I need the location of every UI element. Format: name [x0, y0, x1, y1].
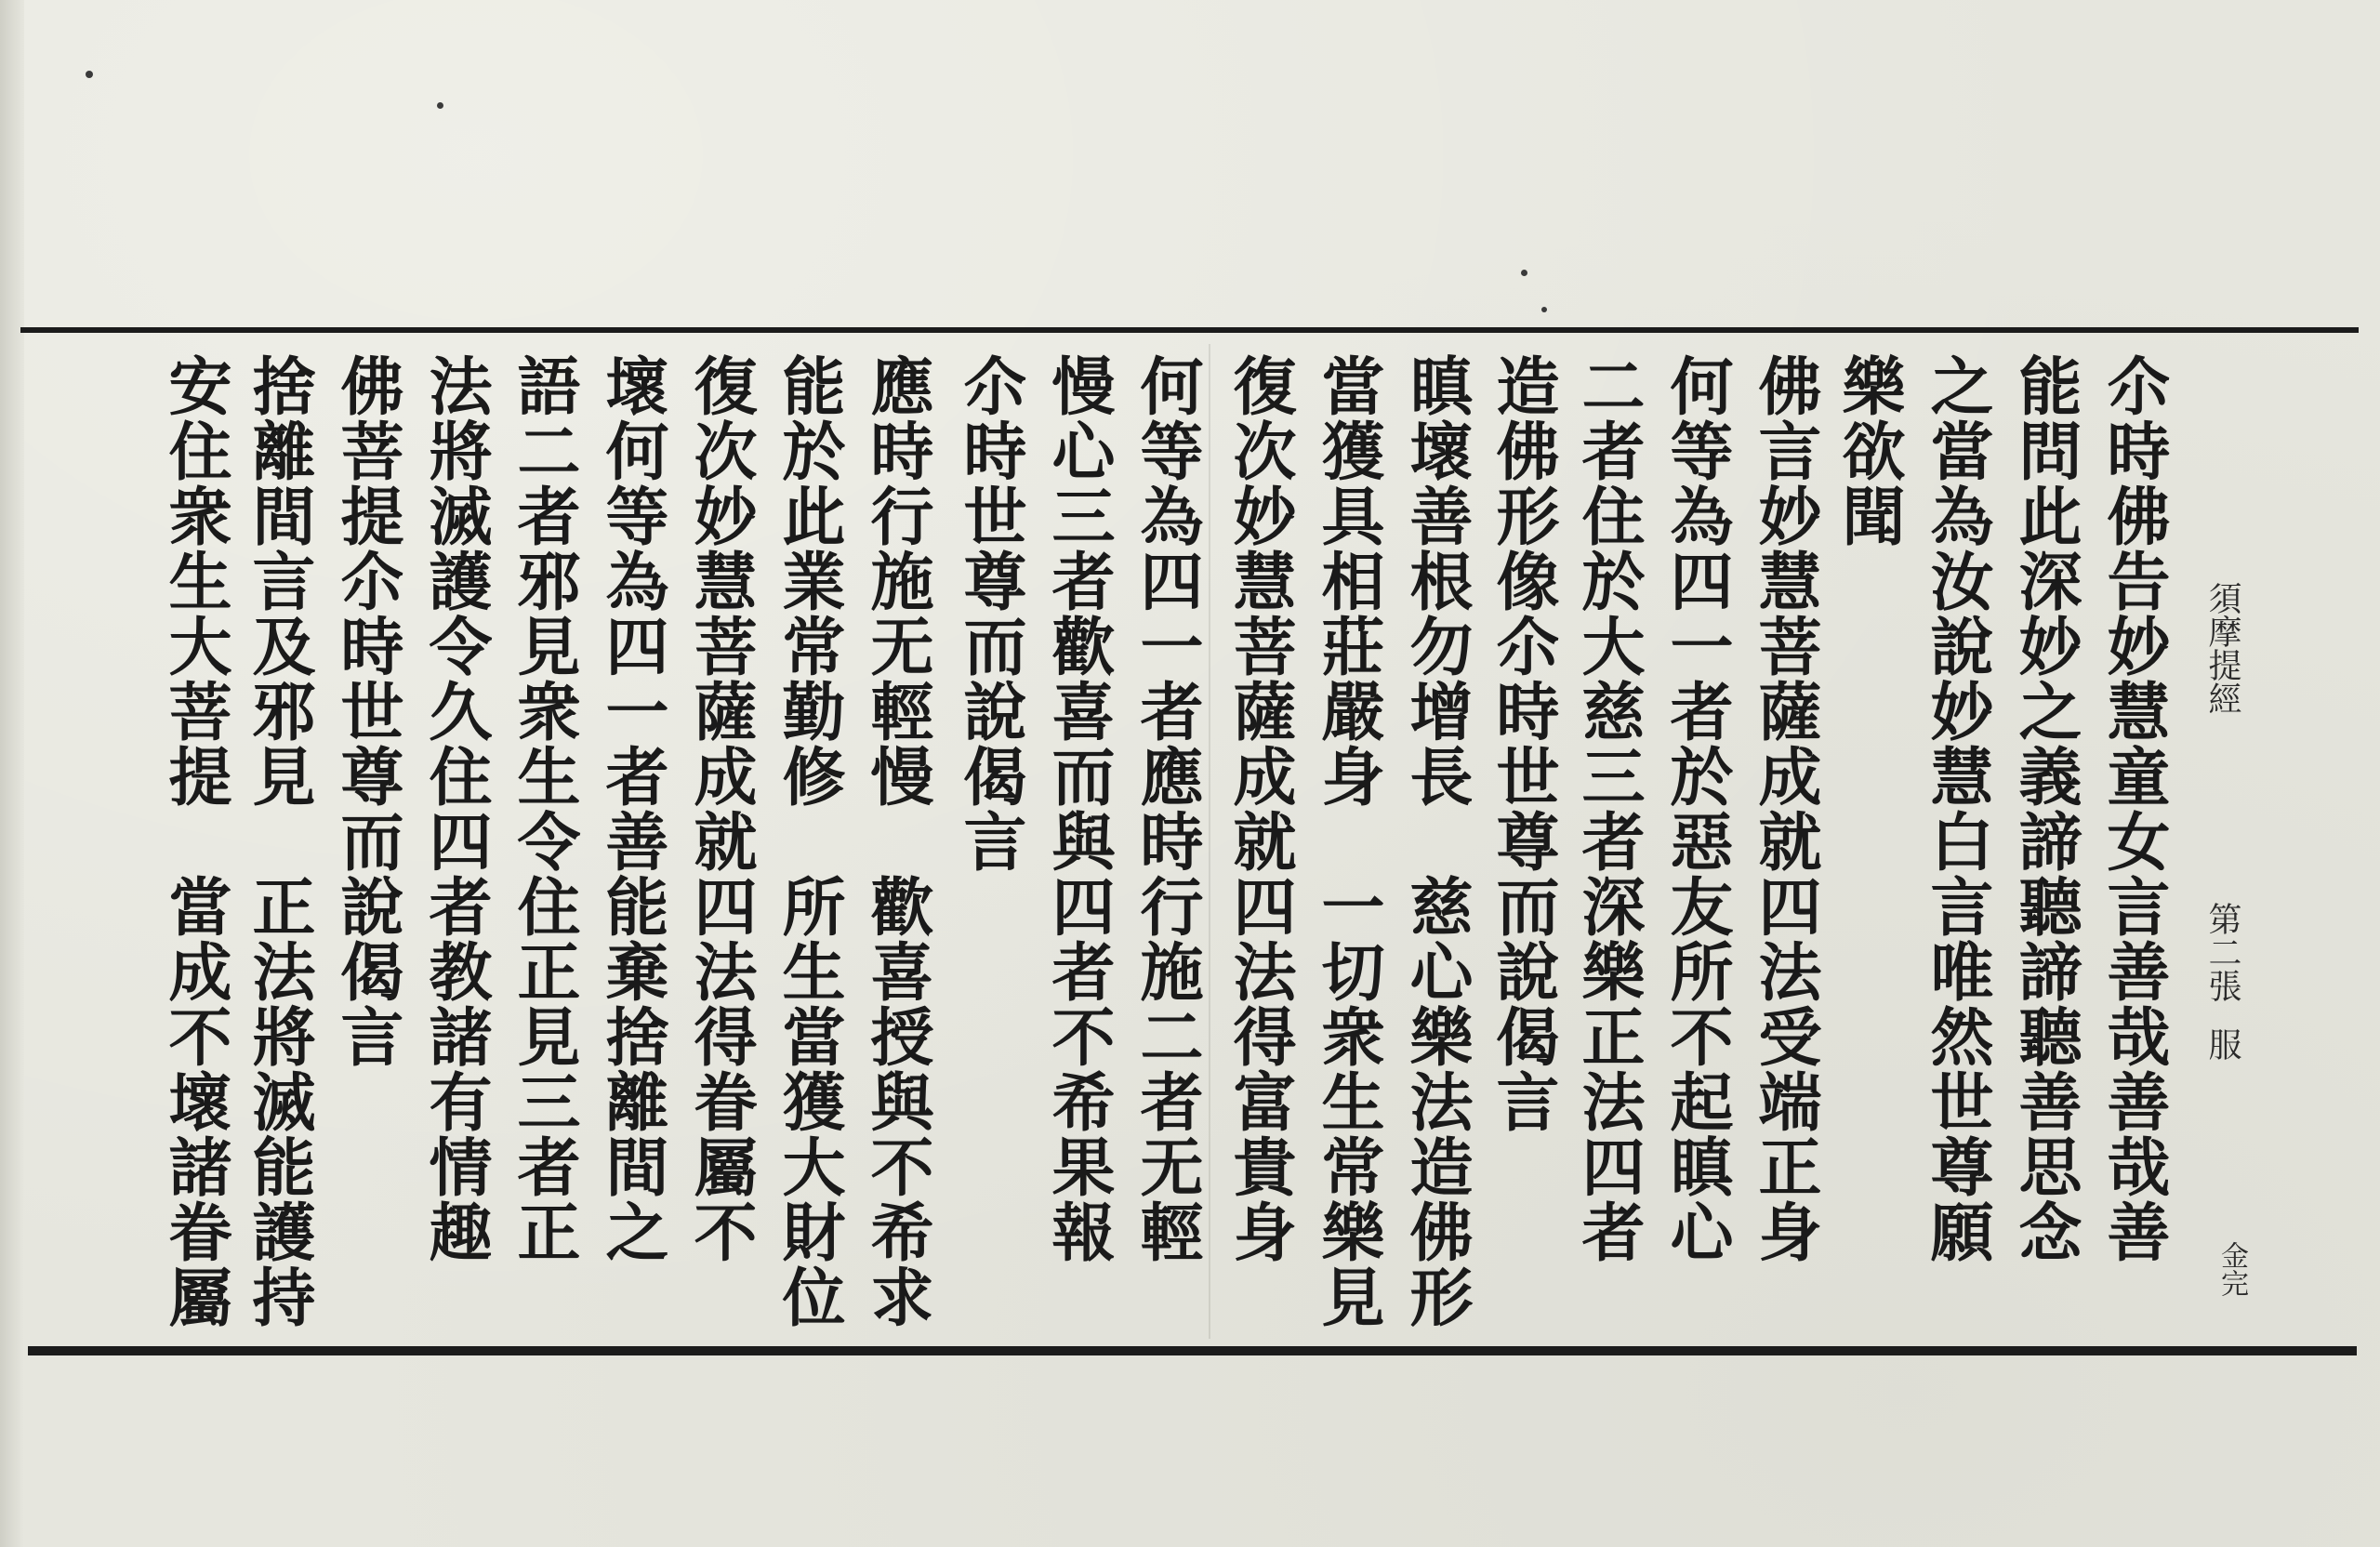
text-column: 能於此業常勤修 所生當獲大財位 [772, 353, 846, 1329]
text-column: 慢心三者歡喜而與四者不希果報 [1041, 353, 1116, 1264]
ink-speck [86, 71, 93, 78]
margin-mark: 服 [2203, 1027, 2241, 1061]
text-column: 應時行施无輕慢 歡喜授與不希求 [860, 353, 934, 1329]
text-column: 語二者邪見衆生令住正見三者正 [507, 353, 581, 1264]
ink-speck [1541, 307, 1547, 312]
ink-speck [1521, 270, 1527, 276]
text-column: 造佛形像尒時世尊而說偈言 [1486, 353, 1560, 1134]
top-border-rule [20, 327, 2359, 333]
page-edge [0, 0, 24, 1547]
text-column: 復次妙慧菩薩成就四法得富貴身 [1223, 353, 1297, 1264]
ink-speck [437, 102, 443, 109]
text-column: 壞何等為四一者善能棄捨離間之 [595, 353, 669, 1264]
text-column: 捨離間言及邪見 正法將滅能護持 [242, 353, 316, 1329]
text-column: 佛言妙慧菩薩成就四法受端正身 [1748, 353, 1822, 1264]
margin-page-number: 第二張 [2203, 902, 2241, 1002]
text-column: 尒時世尊而說偈言 [953, 353, 1027, 874]
text-column: 何等為四一者應時行施二者无輕 [1130, 353, 1204, 1264]
text-column: 瞋壞善根勿增長 慈心樂法造佛形 [1399, 353, 1474, 1329]
bottom-border-rule [28, 1346, 2357, 1355]
text-column: 尒時佛告妙慧童女言善哉善哉善 [2096, 353, 2171, 1264]
center-fold [1209, 344, 1210, 1339]
text-column: 二者住於大慈三者深樂正法四者 [1571, 353, 1646, 1264]
text-column: 當獲具相莊嚴身 一切衆生常樂見 [1311, 353, 1385, 1329]
text-column: 何等為四一者於惡友所不起瞋心 [1659, 353, 1734, 1264]
margin-title: 須摩提經 [2203, 581, 2241, 715]
text-column: 佛菩提尒時世尊而說偈言 [330, 353, 404, 1069]
text-column: 能問此深妙之義諦聽諦聽善思念 [2008, 353, 2082, 1264]
text-column: 法將滅護令久住四者教諸有情趣 [418, 353, 493, 1264]
text-column: 樂欲聞 [1831, 353, 1906, 549]
text-column: 之當為汝說妙慧白言唯然世尊願 [1920, 353, 1994, 1264]
text-column: 復次妙慧菩薩成就四法得眷屬不 [683, 353, 758, 1264]
text-column: 安住衆生大菩提 當成不壞諸眷屬 [158, 353, 232, 1329]
margin-bottom-mark: 金完 [2215, 1241, 2248, 1297]
